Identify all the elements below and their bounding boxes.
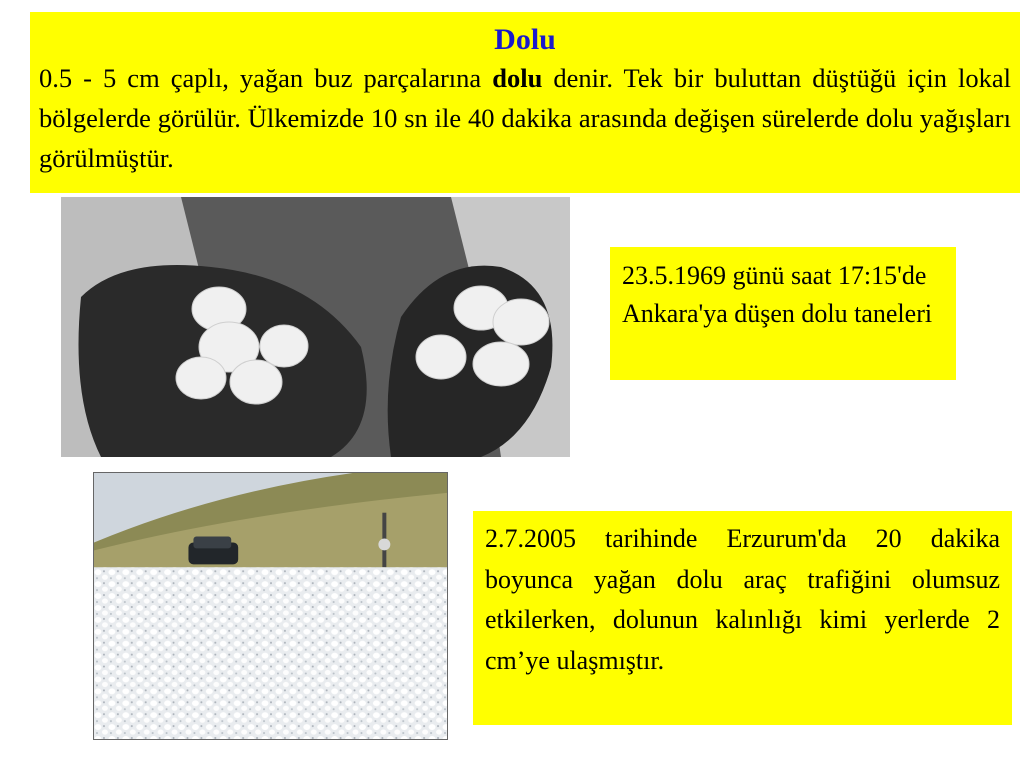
- hailstones-in-hands-photo: [61, 197, 570, 457]
- header-body-text: [39, 58, 1011, 178]
- header-box: [30, 12, 1020, 193]
- header-body-part1: 0.5 - 5 cm çaplı, yağan buz parçalarına: [39, 63, 493, 93]
- header-body-bold: dolu: [492, 63, 543, 93]
- caption-ankara: 23.5.1969 günü saat 17:15'de Ankara'ya düşen dolu taneleri: [610, 247, 956, 380]
- page-title: Dolu: [494, 23, 556, 56]
- hail-covered-road-photo: [93, 472, 448, 740]
- caption-erzurum: 2.7.2005 tarihinde Erzurum'da 20 dakika boyunca yağan dolu araç trafiğini olumsuz etkilerken, dolunun kalınlığı kimi yerlerde 2 cm’ye ulaşmıştır.: [473, 511, 1012, 725]
- header-body-part2: denir. Tek bir buluttan düştüğü için lokal bölgelerde görülür. Ülkemizde 10 sn ile 40 dakika arasında değişen sürelerde dolu yağışları görülmüştür.: [39, 63, 1011, 173]
